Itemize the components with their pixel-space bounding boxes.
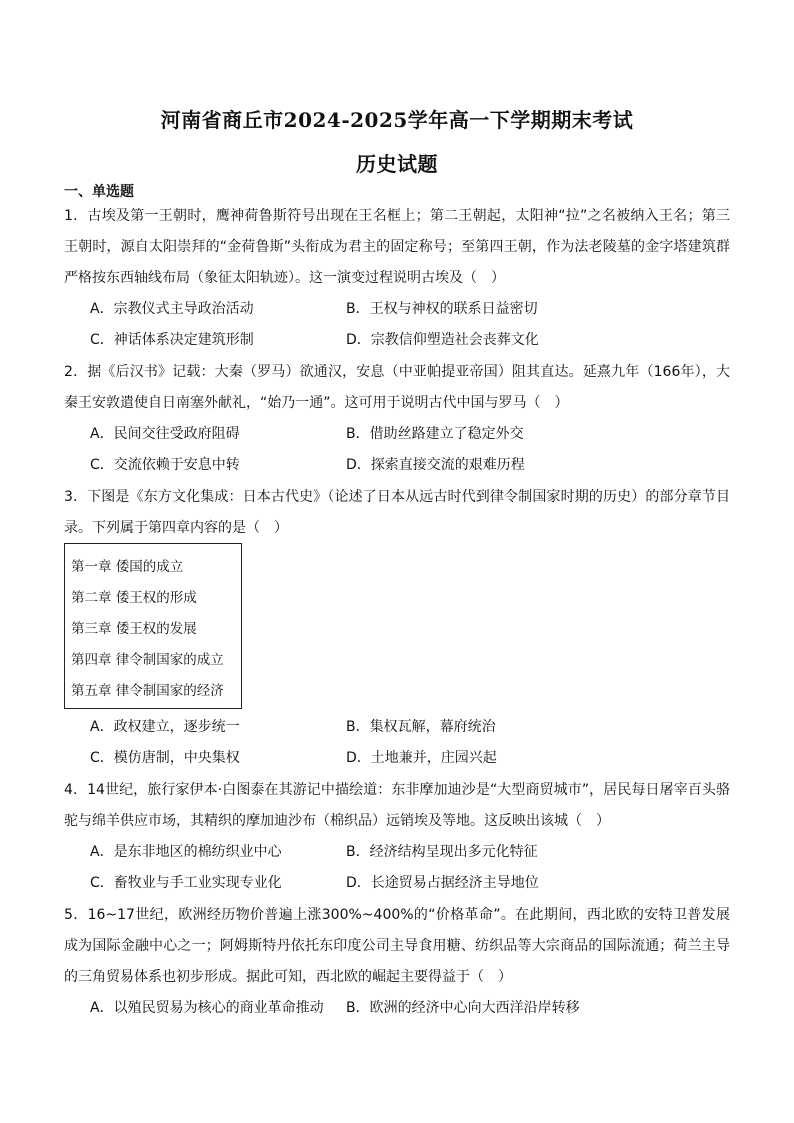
chapter-table-of-contents: [64, 543, 242, 709]
question-1-option-c: C．神话体系决定建筑形制: [90, 332, 254, 348]
toc-chapter-3: 第三章 倭王权的发展: [71, 621, 197, 637]
question-1-option-b: B．王权与神权的联系日益密切: [346, 301, 538, 317]
question-2-option-d: D．探索直接交流的艰难历程: [346, 457, 525, 473]
toc-chapter-4: 第四章 律令制国家的成立: [71, 652, 224, 668]
question-4-option-c: C．畜牧业与手工业实现专业化: [90, 875, 282, 891]
question-5-option-b: B．欧洲的经济中心向大西洋沿岸转移: [346, 1000, 580, 1016]
question-2-option-c: C．交流依赖于安息中转: [90, 457, 240, 473]
exam-subtitle: 历史试题: [356, 152, 438, 176]
toc-chapter-1: 第一章 倭国的成立: [71, 559, 184, 575]
question-2-stem: 2．据《后汉书》记载：大秦（罗马）欲通汉，安息（中亚帕提亚帝国）阻其直达。延熹九年（166年），大秦王安敦遣使自日南塞外献礼，“始乃一通”。这可用于说明古代中国与罗马（ ）: [64, 364, 730, 411]
question-2-option-a: A．民间交往受政府阻碍: [90, 426, 240, 442]
toc-chapter-5: 第五章 律令制国家的经济: [71, 683, 224, 699]
question-3-stem: 3．下图是《东方文化集成：日本古代史》（论述了日本从远古时代到律令制国家时期的历史）的部分章节目录。下列属于第四章内容的是（ ）: [64, 489, 730, 536]
question-2-option-b: B．借助丝路建立了稳定外交: [346, 426, 524, 442]
question-3-option-a: A．政权建立，逐步统一: [90, 719, 240, 735]
question-4-option-d: D．长途贸易占据经济主导地位: [346, 875, 539, 891]
exam-title: 河南省商丘市2024-2025学年高一下学期期末考试: [160, 108, 634, 132]
question-1-stem: 1．古埃及第一王朝时，鹰神荷鲁斯符号出现在王名框上；第二王朝起，太阳神“拉”之名被纳入王名；第三王朝时，源自太阳崇拜的“金荷鲁斯”头衔成为君主的固定称号；至第四王朝，作为法老陵墓的金字塔建筑群严格按东西轴线布局（象征太阳轨迹）。这一演变过程说明古埃及（ ）: [64, 208, 730, 286]
question-4-stem: 4．14世纪，旅行家伊本·白图泰在其游记中描绘道：东非摩加迪沙是“大型商贸城市”，居民每日屠宰百头骆驼与绵羊供应市场，其精织的摩加迪沙布（棉织品）远销埃及等地。这反映出该城（ ）: [64, 782, 730, 829]
question-4-option-a: A．是东非地区的棉纺织业中心: [90, 844, 282, 860]
question-4-option-b: B．经济结构呈现出多元化特征: [346, 844, 538, 860]
question-1-option-a: A．宗教仪式主导政治活动: [90, 301, 254, 317]
question-3-option-d: D．土地兼并，庄园兴起: [346, 750, 497, 766]
question-5-option-a: A．以殖民贸易为核心的商业革命推动: [90, 1000, 324, 1016]
question-1-option-d: D．宗教信仰塑造社会丧葬文化: [346, 332, 539, 348]
question-3-option-b: B．集权瓦解，幕府统治: [346, 719, 496, 735]
question-3-option-c: C．模仿唐制，中央集权: [90, 750, 240, 766]
toc-chapter-2: 第二章 倭王权的形成: [71, 590, 197, 606]
question-5-stem: 5．16~17世纪，欧洲经历物价普遍上涨300%~400%的“价格革命”。在此期间，西北欧的安特卫普发展成为国际金融中心之一；阿姆斯特丹依托东印度公司主导食用糖、纺织品等大宗商品的国际流通；荷兰主导的三角贸易体系也初步形成。据此可知，西北欧的崛起主要得益于（ ）: [64, 907, 730, 985]
section-heading: 一、单选题: [64, 184, 134, 200]
